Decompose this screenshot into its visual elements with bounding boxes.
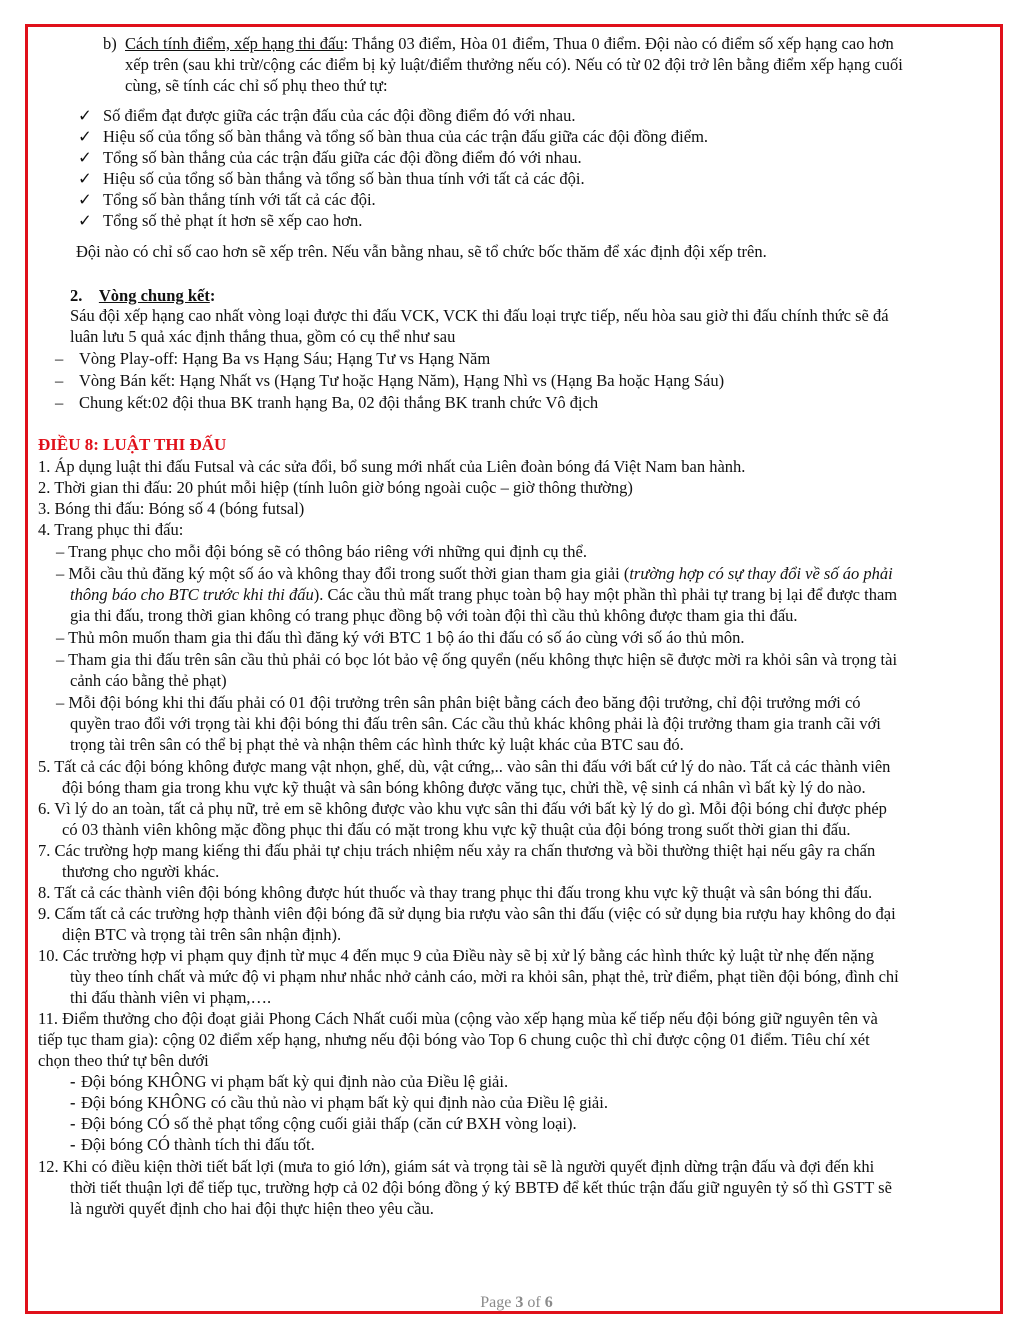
dress-4-line2: cảnh cáo bằng thẻ phạt) <box>70 671 227 690</box>
check-item: Hiệu số của tổng số bàn thắng và tổng số bàn thua của các trận đấu giữa các đội đồng điểm. <box>103 127 709 146</box>
dress-5-line2: quyền trao đổi với trọng tài khi đội bóng thi đấu trên sân. Các cầu thủ khác không phải là đội trưởng tham gia tranh cãi với <box>70 714 881 733</box>
page-footer <box>0 1292 1033 1313</box>
rule-5-line2: đội bóng tham gia trong khu vực kỹ thuật và sân bóng không được văng tục, chửi thề, vệ sinh cá nhân vì bất kỳ lý do nào. <box>62 778 866 797</box>
dress-2-italic-2: thông báo cho BTC trước khi thi đấu <box>70 585 314 604</box>
check-mark-icon: ✓ <box>78 127 92 146</box>
criteria-dash: - <box>70 1093 76 1112</box>
rule-10-line1: 10. Các trường hợp vi phạm quy định từ mục 4 đến mục 9 của Điều này sẽ bị xử lý bằng các hình thức kỷ luật từ nhẹ đến nặng <box>38 946 875 965</box>
rule-11-line1: 11. Điểm thưởng cho đội đoạt giải Phong Cách Nhất cuối mùa (cộng vào xếp hạng mùa kế tiếp nếu đội bóng giữ nguyên tên và <box>38 1009 878 1028</box>
final-round-intro-2: luân lưu 5 quả xác định thắng thua, gồm có cụ thể như sau <box>70 327 456 346</box>
round-item: Vòng Play-off: Hạng Ba vs Hạng Sáu; Hạng Tư vs Hạng Năm <box>79 349 491 368</box>
section-b-line1 <box>103 33 894 54</box>
round-dash: – <box>55 371 64 390</box>
dress-1: – Trang phục cho mỗi đội bóng sẽ có thông báo riêng với những qui định cụ thể. <box>56 542 587 561</box>
round-dash: – <box>55 393 64 412</box>
dress-2-line1 <box>56 563 893 584</box>
footer-of-word: of <box>527 1294 541 1311</box>
round-dash: – <box>55 349 64 368</box>
dress-5-line1: – Mỗi đội bóng khi thi đấu phải có 01 đội trưởng trên sân phân biệt bằng cách đeo băng đội trưởng, chỉ đội trưởng mới có <box>56 693 861 712</box>
criteria-item: Đội bóng CÓ số thẻ phạt tổng cộng cuối giải thấp (căn cứ BXH vòng loại). <box>81 1114 577 1133</box>
round-item: Chung kết:02 đội thua BK tranh hạng Ba, 02 đội thắng BK tranh chức Vô địch <box>79 393 599 412</box>
rule-1: 1. Áp dụng luật thi đấu Futsal và các sửa đổi, bổ sung mới nhất của Liên đoàn bóng đá Việt Nam ban hành. <box>38 457 746 476</box>
footer-total-pages: 6 <box>544 1294 553 1311</box>
footer-current-page: 3 <box>515 1294 524 1311</box>
check-mark-icon: ✓ <box>78 106 92 125</box>
section-b-marker: b) <box>103 34 117 53</box>
check-mark-icon: ✓ <box>78 169 92 188</box>
section-b-line3: cùng, sẽ tính các chỉ số phụ theo thứ tự: <box>125 76 388 95</box>
dress-2-line3: gia thi đấu, trong thời gian không có trang phục đồng bộ với toàn đội thì cầu thủ không được tham gia thi đấu. <box>70 606 798 625</box>
check-item: Tổng số thẻ phạt ít hơn sẽ xếp cao hơn. <box>103 211 363 230</box>
rule-7-line1: 7. Các trường hợp mang kiếng thi đấu phải tự chịu trách nhiệm nếu xảy ra chấn thương và bồi thường thiệt hại nếu gây ra chấn <box>38 841 876 860</box>
check-item: Tổng số bàn thắng của các trận đấu giữa các đội đồng điểm đó với nhau. <box>103 148 582 167</box>
dress-2-text: – Mỗi cầu thủ đăng ký một số áo và không thay đổi trong suốt thời gian tham gia giải ( <box>56 564 630 583</box>
rule-3: 3. Bóng thi đấu: Bóng số 4 (bóng futsal) <box>38 499 305 518</box>
final-round-intro-1: Sáu đội xếp hạng cao nhất vòng loại được thi đấu VCK, VCK thi đấu loại trực tiếp, nếu hòa sau giờ thi đấu chính thức sẽ đá <box>70 306 889 325</box>
check-mark-icon: ✓ <box>78 148 92 167</box>
criteria-dash: - <box>70 1072 76 1091</box>
criteria-item: Đội bóng KHÔNG vi phạm bất kỳ qui định nào của Điều lệ giải. <box>81 1072 509 1091</box>
check-mark-icon: ✓ <box>78 190 92 209</box>
criteria-item: Đội bóng KHÔNG có cầu thủ nào vi phạm bất kỳ qui định nào của Điều lệ giải. <box>81 1093 608 1112</box>
section-b-line2: xếp trên (sau khi trừ/cộng các điểm bị kỷ luật/điểm thưởng nếu có). Nếu có từ 02 đội trở lên bằng điểm xếp hạng cuối <box>125 55 903 74</box>
final-round-title: Vòng chung kết <box>98 286 210 305</box>
rule-11-line3: chọn theo thứ tự bên dưới <box>38 1051 209 1070</box>
check-item: Hiệu số của tổng số bàn thắng và tổng số bàn thua tính với tất cả các đội. <box>103 169 585 188</box>
rule-12-line3: là người quyết định cho hai đội thực hiện theo yêu cầu. <box>70 1199 434 1218</box>
criteria-dash: - <box>70 1135 76 1154</box>
section-b-text-1: : Thắng 03 điểm, Hòa 01 điểm, Thua 0 điểm. Đội nào có điểm số xếp hạng cao hơn <box>343 34 894 53</box>
rule-2: 2. Thời gian thi đấu: 20 phút mỗi hiệp (tính luôn giờ bóng ngoài cuộc – giờ thông thường) <box>38 478 633 497</box>
rule-9-line2: diện BTC và trọng tài trên sân nhận định). <box>62 925 342 944</box>
rule-6-line1: 6. Vì lý do an toàn, tất cả phụ nữ, trẻ em sẽ không được vào khu vực sân thi đấu với bất kỳ lý do gì. Mỗi đội bóng chỉ được phép <box>38 799 887 818</box>
tiebreak-note: Đội nào có chỉ số cao hơn sẽ xếp trên. Nếu vẫn bằng nhau, sẽ tổ chức bốc thăm để xác định đội xếp trên. <box>76 242 767 261</box>
dress-3: – Thủ môn muốn tham gia thi đấu thì đăng ký với BTC 1 bộ áo thi đấu có số áo cùng với số áo thủ môn. <box>56 628 745 647</box>
dress-2-italic: trường hợp có sự thay đổi về số áo phải <box>629 564 893 583</box>
dress-4-line1: – Tham gia thi đấu trên sân cầu thủ phải có bọc lót bảo vệ ống quyển (nếu không thực hiện sẽ được mời ra khỏi sân và trọng tài <box>56 650 898 669</box>
final-round-colon: : <box>209 286 216 305</box>
final-round-number: 2. <box>70 286 83 305</box>
dress-5-line3: trọng tài trên sân có thể bị phạt thẻ và nhận thêm các hình thức kỷ luật khác của BTC sau đó. <box>70 735 684 754</box>
rule-8: 8. Tất cả các thành viên đội bóng không được hút thuốc và thay trang phục thi đấu trong khu vực kỹ thuật và sân bóng thi đấu. <box>38 883 873 902</box>
check-mark-icon: ✓ <box>78 211 92 230</box>
final-round-heading <box>70 285 215 306</box>
dress-2-text-2: ). Các cầu thủ mất trang phục toàn bộ hay một phần thì phải tự trang bị lại để được tham <box>313 585 898 604</box>
criteria-dash: - <box>70 1114 76 1133</box>
rule-11-line2: tiếp tục tham gia): cộng 02 điểm xếp hạng, nhưng nếu đội bóng vào Top 6 chung cuộc thì chỉ được cộng 01 điểm. Tiêu chí xét <box>38 1030 870 1049</box>
rule-5-line1: 5. Tất cả các đội bóng không được mang vật nhọn, ghế, dù, vật cứng,.. vào sân thi đấu với bất cứ lý do nào. Tất cả các thành viên <box>38 757 891 776</box>
check-item: Số điểm đạt được giữa các trận đấu của các đội đồng điểm đó với nhau. <box>103 106 576 125</box>
round-item: Vòng Bán kết: Hạng Nhất vs (Hạng Tư hoặc Hạng Năm), Hạng Nhì vs (Hạng Ba hoặc Hạng Sáu) <box>79 371 725 390</box>
rule-4: 4. Trang phục thi đấu: <box>38 520 184 539</box>
section-b-heading: Cách tính điểm, xếp hạng thi đấu <box>125 34 344 53</box>
rule-6-line2: có 03 thành viên không mặc đồng phục thi đấu có mặt trong khu vực kỹ thuật của đội bóng trong suốt thời gian thi đấu. <box>62 820 851 839</box>
criteria-item: Đội bóng CÓ thành tích thi đấu tốt. <box>81 1135 315 1154</box>
rule-7-line2: thương cho người khác. <box>62 862 220 881</box>
dress-2-line2 <box>70 584 897 605</box>
check-item: Tổng số bàn thắng tính với tất cả các đội. <box>103 190 376 209</box>
rule-9-line1: 9. Cấm tất cả các trường hợp thành viên đội bóng đã sử dụng bia rượu vào sân thi đấu (việc có sử dụng bia rượu hay không do đại <box>38 904 896 923</box>
article-8-title: ĐIỀU 8: LUẬT THI ĐẤU <box>38 435 227 454</box>
rule-12-line2: thời tiết thuận lợi để tiếp tục, trường hợp cả 02 đội bóng đồng ý ký BBTĐ để kết thúc trận đấu giữ nguyên tỷ số thì GSTT sẽ <box>70 1178 892 1197</box>
rule-12-line1: 12. Khi có điều kiện thời tiết bất lợi (mưa to gió lớn), giám sát và trọng tài sẽ là người quyết định dừng trận đấu và đợi đến khi <box>38 1157 875 1176</box>
rule-10-line2: tùy theo tính chất và mức độ vi phạm như nhắc nhở cảnh cáo, mời ra khỏi sân, phạt thẻ, trừ điểm, phạt tiền đội bóng, đình chỉ <box>70 967 899 986</box>
footer-page-word: Page <box>480 1294 512 1311</box>
rule-10-line3: thi đấu thành viên vi phạm,…. <box>70 988 272 1007</box>
